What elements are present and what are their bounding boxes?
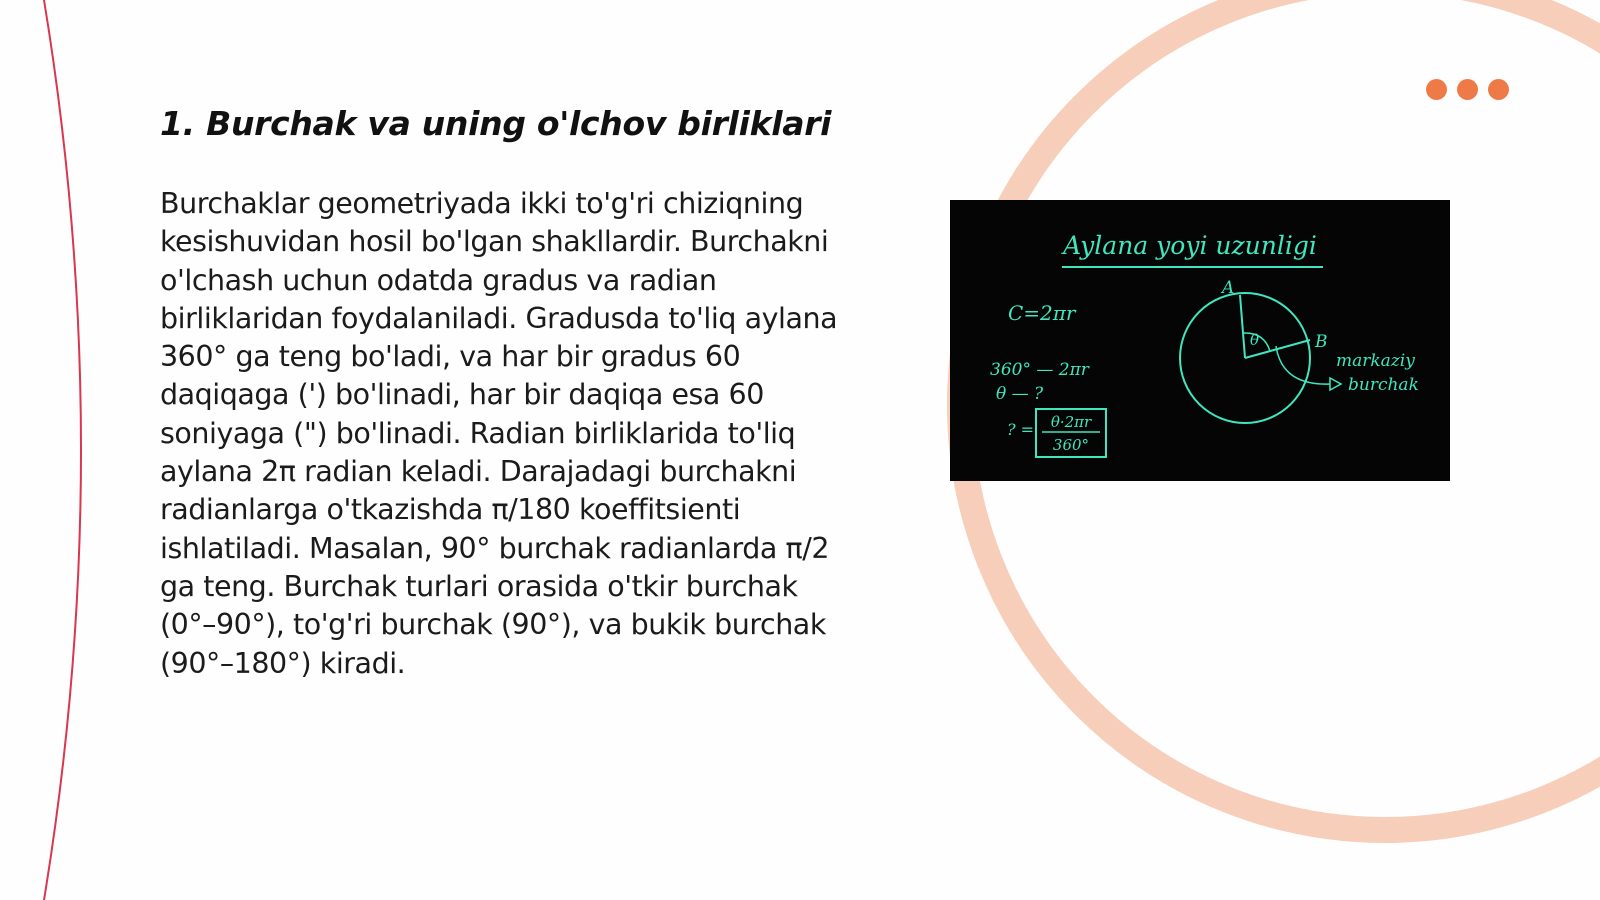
chalkboard-drawing <box>950 200 1450 481</box>
pointer-arrowhead <box>1330 378 1341 390</box>
board-point-a: A <box>1222 278 1235 298</box>
board-proportion-2: θ — ? <box>996 384 1044 404</box>
board-answer-numerator: θ·2πr <box>1050 413 1092 431</box>
board-answer-denominator: 360° <box>1052 436 1090 454</box>
board-answer-lhs: ? = <box>1007 420 1035 439</box>
board-formula: C=2πr <box>1008 301 1076 325</box>
board-angle-symbol: θ <box>1250 331 1260 349</box>
slide-body-text: Burchaklar geometriyada ikki to'g'ri chiziqning kesishuvidan hosil bo'lgan shakllardir. Burchakni o'lchash uchun odatda gradus va radian birliklaridan foydalaniladi. Gradusda to'liq aylana 360° ga teng bo'ladi, va har bir gradus 60 daqiqaga (') bo'linadi, har bir daqiqa esa 60 soniyaga (") bo'linadi. Radian birliklarida to'liq aylana 2π radian keladi. Darajadagi burchakni radianlarga o'tkazishda π/180 koeffitsienti ishlatiladi. Masalan, 90° burchak radianlarda π/2 ga teng. Burchak turlari orasida o'tkir burchak (0°–90°), to'g'ri burchak (90°), va bukik burchak (90°–180°) kiradi. <box>160 187 838 680</box>
left-accent-line <box>44 0 81 900</box>
board-proportion-1: 360° — 2πr <box>990 360 1089 380</box>
more-dots-icon <box>1426 79 1509 100</box>
dot-2 <box>1457 79 1478 100</box>
board-point-b: B <box>1315 332 1328 352</box>
board-label-line-2: burchak <box>1348 375 1419 395</box>
dot-3 <box>1488 79 1509 100</box>
board-label-line-1: markaziy <box>1336 351 1415 371</box>
radius-a <box>1240 295 1245 358</box>
slide-title: 1. Burchak va uning o'lchov birliklari <box>160 104 832 143</box>
dot-1 <box>1426 79 1447 100</box>
board-heading: Aylana yoyi uzunligi <box>1063 231 1317 260</box>
chalkboard-image <box>950 200 1450 481</box>
